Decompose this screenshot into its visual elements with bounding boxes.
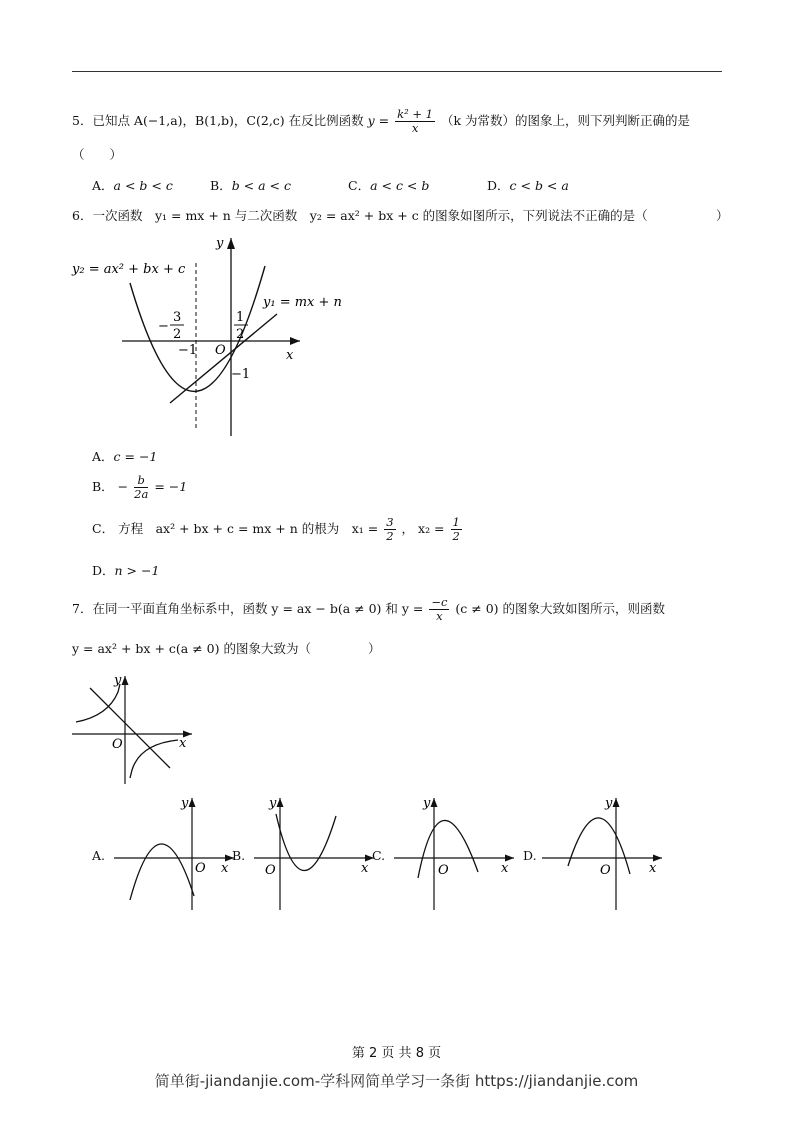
q6-neg-one-y: −1: [231, 367, 251, 382]
q5-func-denominator: x: [411, 121, 419, 135]
q6-option-c-den2: 2: [452, 529, 460, 543]
q5-blank: （ ）: [72, 147, 123, 162]
q5-option-a-label: A．: [92, 178, 114, 193]
q7-a-y-arrow: [189, 798, 196, 807]
q7-option-a-graph[interactable]: [110, 792, 240, 912]
q6-half-one: 1: [236, 310, 245, 325]
q7-b-origin: O: [265, 863, 276, 878]
q5-option-b-label: B．: [210, 178, 232, 193]
page-number: 第 2 页 共 8 页: [351, 1046, 442, 1061]
q5-option-d-label: D．: [487, 178, 510, 193]
q7-ref-x-label: x: [179, 736, 187, 751]
q6-option-b-label: B．: [92, 479, 114, 494]
q7-stem-b: (c ≠ 0) 的图象大致如图所示，则函数: [455, 601, 666, 616]
q6-neg-sign: −: [158, 319, 169, 334]
q7-stem-line2: y = ax² + bx + c(a ≠ 0) 的图象大致为（: [72, 641, 311, 656]
q6-option-c-num2: 1: [452, 515, 460, 529]
q7-c-y-arrow: [431, 798, 438, 807]
q7-ref-origin: O: [112, 737, 123, 752]
q5-option-c-text: a < c < b: [370, 178, 430, 193]
q5-option-a[interactable]: [92, 176, 173, 194]
q7-c-x-label: x: [501, 861, 509, 876]
q6-option-d-label: D．: [92, 563, 115, 578]
q7-d-origin: O: [600, 863, 611, 878]
q7-d-parabola: [568, 818, 630, 874]
q6-option-c-mid: ， x₂ =: [401, 521, 445, 536]
q6-origin: O: [215, 343, 226, 358]
q6-option-c-num1: 3: [386, 515, 394, 529]
q5-func-lhs: y =: [367, 113, 390, 128]
q7-numerator: −c: [431, 595, 448, 609]
q6-y-label: y: [216, 236, 224, 251]
q5-stem-tail: （k 为常数）的图象上，则下列判断正确的是: [440, 113, 691, 128]
q5-option-c[interactable]: [348, 176, 429, 194]
q7-d-y-arrow: [613, 798, 620, 807]
q6-x-label: x: [286, 348, 294, 363]
q6-option-b-fraction: [134, 474, 148, 501]
q7-option-b-graph[interactable]: [250, 792, 380, 912]
q5-func-numerator: k² + 1: [397, 107, 433, 121]
q6-neg-one-x: −1: [178, 343, 198, 358]
q7-stem-close: ）: [368, 641, 381, 656]
q6-half-two: 2: [236, 327, 245, 342]
q7-b-y-arrow: [277, 798, 284, 807]
q6-option-b-suffix: = −1: [154, 479, 188, 494]
q7-option-b-label[interactable]: B.: [232, 848, 246, 863]
q5-option-c-label: C．: [348, 178, 371, 193]
q6-option-c[interactable]: [92, 516, 464, 543]
q7-stem-line1: [72, 596, 665, 623]
q6-stem-close: ）: [716, 208, 729, 223]
q6-option-d-text: n > −1: [114, 563, 160, 578]
q7-a-x-label: x: [221, 861, 229, 876]
q6-option-b-prefix: −: [117, 479, 129, 494]
q7-c-y-label: y: [423, 796, 431, 811]
q6-option-c-frac2: [451, 516, 462, 543]
q6-three: 3: [173, 310, 182, 325]
q7-b-parabola: [276, 814, 336, 871]
q5-option-a-text: a < b < c: [113, 178, 173, 193]
q6-y2-label: y₂ = ax² + bx + c: [72, 262, 186, 277]
q6-option-b[interactable]: [92, 474, 187, 501]
q7-option-a-label[interactable]: A.: [92, 848, 106, 863]
q7-ref-hyperbola-q2: [76, 684, 120, 722]
q6-option-a-label: A．: [92, 449, 114, 464]
q6-option-b-num: b: [134, 474, 148, 488]
q6-option-b-den: 2a: [134, 487, 149, 501]
q7-a-y-label: y: [181, 796, 189, 811]
q6-y1-label: y₁ = mx + n: [263, 295, 342, 310]
q5-option-b[interactable]: [210, 176, 291, 194]
q7-reference-graph: [68, 670, 198, 788]
q7-option-d-label[interactable]: D.: [523, 848, 537, 863]
q7-d-x-label: x: [649, 861, 657, 876]
q6-option-c-den1: 2: [386, 529, 394, 543]
q7-ref-y-arrow: [122, 676, 129, 685]
q6-option-d[interactable]: [92, 561, 159, 579]
q7-b-y-label: y: [269, 796, 277, 811]
q6-option-c-frac1: [384, 516, 395, 543]
q7-d-y-label: y: [605, 796, 613, 811]
q7-ref-y-label: y: [114, 673, 122, 688]
q6-option-a-text: c = −1: [113, 449, 158, 464]
q5-stem-text: 5．已知点 A(−1,a)，B(1,b)，C(2,c) 在反比例函数: [72, 113, 364, 128]
q6-two-a: 2: [173, 327, 182, 342]
q6-option-c-text: 方程 ax² + bx + c = mx + n 的根为 x₁ =: [118, 521, 379, 536]
q7-option-d-graph[interactable]: [538, 792, 668, 912]
q5-stem: [72, 108, 690, 135]
q5-option-b-text: b < a < c: [231, 178, 291, 193]
q7-c-origin: O: [438, 863, 449, 878]
q7-option-c-graph[interactable]: [390, 792, 520, 912]
q6-option-c-label: C．: [92, 521, 115, 536]
header-rule: [72, 71, 722, 72]
q5-func-fraction: [395, 108, 435, 135]
q5-option-d-text: c < b < a: [509, 178, 569, 193]
q7-ref-line: [90, 688, 170, 768]
q7-a-origin: O: [195, 861, 206, 876]
q6-x-arrow: [290, 337, 300, 345]
q6-line: [170, 314, 277, 403]
q7-fraction: [429, 596, 449, 623]
q7-ref-hyperbola-q4: [130, 740, 178, 778]
q7-option-c-label[interactable]: C.: [372, 848, 386, 863]
watermark-link[interactable]: 简单街-jiandanjie.com-学科网简单学习一条街 https://jiandanjie.com: [154, 1072, 639, 1090]
q6-stem: 6．一次函数 y₁ = mx + n 与二次函数 y₂ = ax² + bx + c 的图象如图所示，下列说法不正确的是（: [72, 208, 648, 223]
q6-graph: [60, 228, 360, 443]
q7-a-parabola: [130, 844, 194, 900]
q6-y-arrow: [227, 238, 235, 249]
q7-b-x-label: x: [361, 861, 369, 876]
q7-denominator: x: [436, 609, 443, 623]
q6-option-a[interactable]: [92, 447, 157, 465]
q7-stem-a: 7．在同一平面直角坐标系中，函数 y = ax − b(a ≠ 0) 和 y =: [72, 601, 424, 616]
q5-option-d[interactable]: [487, 176, 569, 194]
